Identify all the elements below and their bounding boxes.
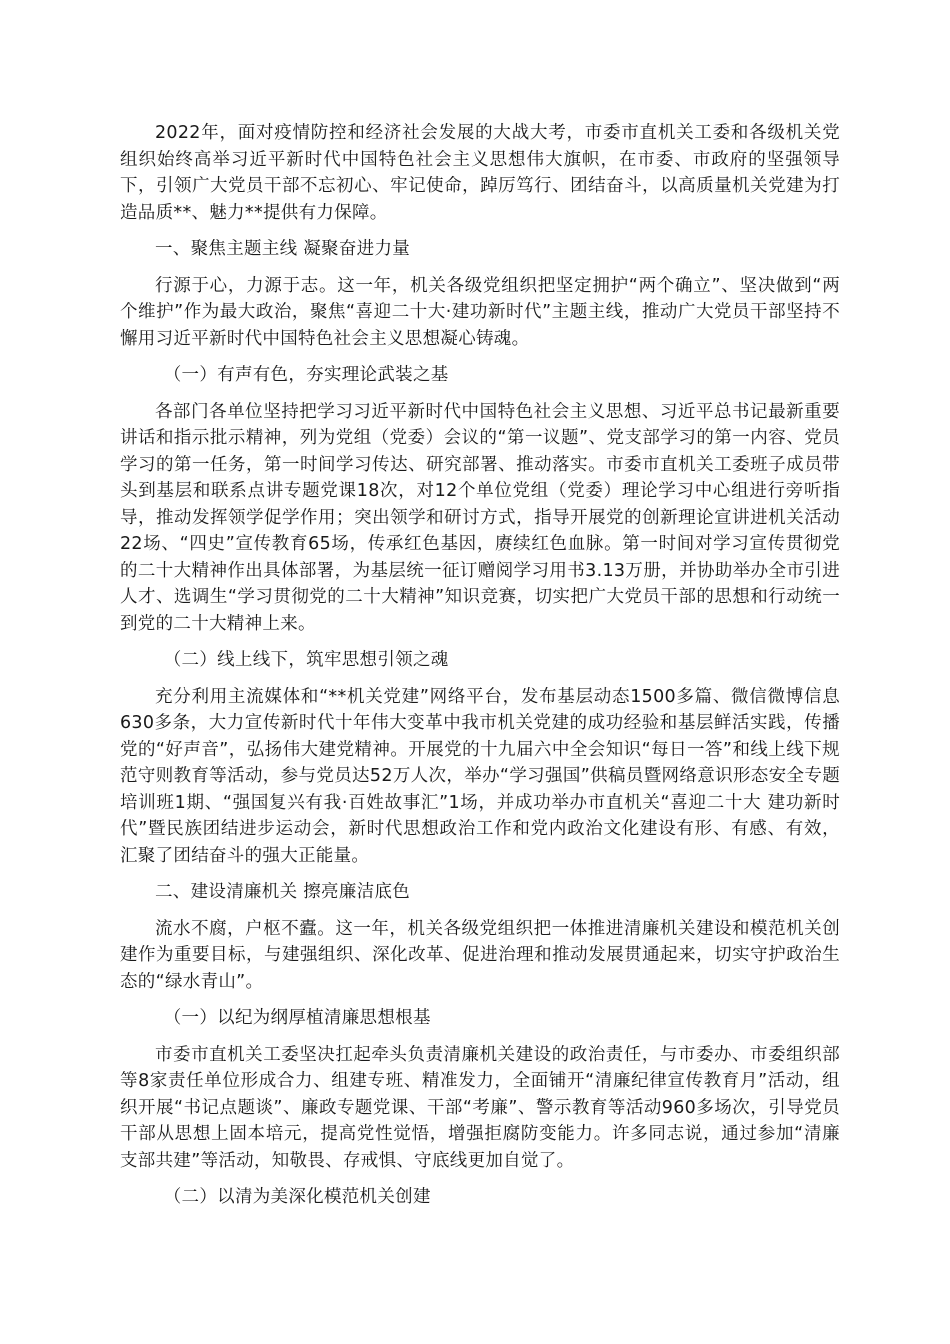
section-1-sub-1-paragraph: 各部门各单位坚持把学习习近平新时代中国特色社会主义思想、习近平总书记最新重要讲话和指示批示精神，列为党组（党委）会议的“第一议题”、党支部学习的第一内容、党员学习的第一任务，第一时间学习传达、研究部署、推动落实。市委市直机关工委班子成员带头到基层和联系点讲专题党课18次，对12个单位党组（党委）理论学习中心组进行旁听指导，推动发挥领学促学作用；突出领学和研讨方式，指导开展党的创新理论宣讲进机关活动22场、“四史”宣传教育65场，传承红色基因，赓续红色血脉。第一时间对学习宣传贯彻党的二十大精神作出具体部署，为基层统一征订赠阅学习用书3.13万册，并协助举办全市引进人才、选调生“学习贯彻党的二十大精神”知识竞赛，切实把广大党员干部的思想和行动统一到党的二十大精神上来。 — [120, 401, 840, 634]
section-2-subheading-1: （一）以纪为纲厚植清廉思想根基 — [163, 1008, 431, 1028]
section-1-subheading-1: （一）有声有色，夯实理论武装之基 — [163, 365, 449, 385]
section-1-sub-2-paragraph: 充分利用主流媒体和“**机关党建”网络平台，发布基层动态1500多篇、微信微博信息630多条，大力宣传新时代十年伟大变革中我市机关党建的成功经验和基层鲜活实践，传播党的“好声音”，弘扬伟大建党精神。开展党的十九届六中全会知识“每日一答”和线上线下规范守则教育等活动，参与党员达52万人次，举办“学习强国”供稿员暨网络意识形态安全专题培训班1期、“强国复兴有我·百姓故事汇”1场，并成功举办市直机关“喜迎二十大 建功新时代”暨民族团结进步运动会，新时代思想政治工作和党内政治文化建设有形、有感、有效，汇聚了团结奋斗的强大正能量。 — [120, 686, 840, 866]
document-body — [120, 120, 840, 1221]
section-2-heading: 二、建设清廉机关 擦亮廉洁底色 — [155, 882, 411, 902]
intro-paragraph: 2022年，面对疫情防控和经济社会发展的大战大考，市委市直机关工委和各级机关党组织始终高举习近平新时代中国特色社会主义思想伟大旗帜，在市委、市政府的坚强领导下，引领广大党员干部不忘初心、牢记使命，踔厉笃行、团结奋斗，以高质量机关党建为打造品质**、魅力**提供有力保障。 — [120, 123, 840, 223]
section-2-sub-1-paragraph: 市委市直机关工委坚决扛起牵头负责清廉机关建设的政治责任，与市委办、市委组织部等8家责任单位形成合力、组建专班、精准发力，全面铺开“清廉纪律宣传教育月”活动，组织开展“书记点题谈”、廉政专题党课、干部“考廉”、警示教育等活动960多场次，引导党员干部从思想上固本培元，提高党性觉悟，增强拒腐防变能力。许多同志说，通过参加“清廉支部共建”等活动，知敬畏、存戒惧、守底线更加自觉了。 — [120, 1044, 840, 1171]
section-2-subheading-2: （二）以清为美深化模范机关创建 — [163, 1187, 431, 1207]
section-1-lead-paragraph: 行源于心，力源于志。这一年，机关各级党组织把坚定拥护“两个确立”、坚决做到“两个维护”作为最大政治，聚焦“喜迎二十大·建功新时代”主题主线，推动广大党员干部坚持不懈用习近平新时代中国特色社会主义思想凝心铸魂。 — [120, 275, 840, 349]
section-1-heading: 一、聚焦主题主线 凝聚奋进力量 — [155, 239, 411, 259]
section-1-subheading-2: （二）线上线下，筑牢思想引领之魂 — [163, 650, 449, 670]
section-2-lead-paragraph: 流水不腐，户枢不蠹。这一年，机关各级党组织把一体推进清廉机关建设和模范机关创建作为重要目标，与建强组织、深化改革、促进治理和推动发展贯通起来，切实守护政治生态的“绿水青山”。 — [120, 918, 840, 992]
